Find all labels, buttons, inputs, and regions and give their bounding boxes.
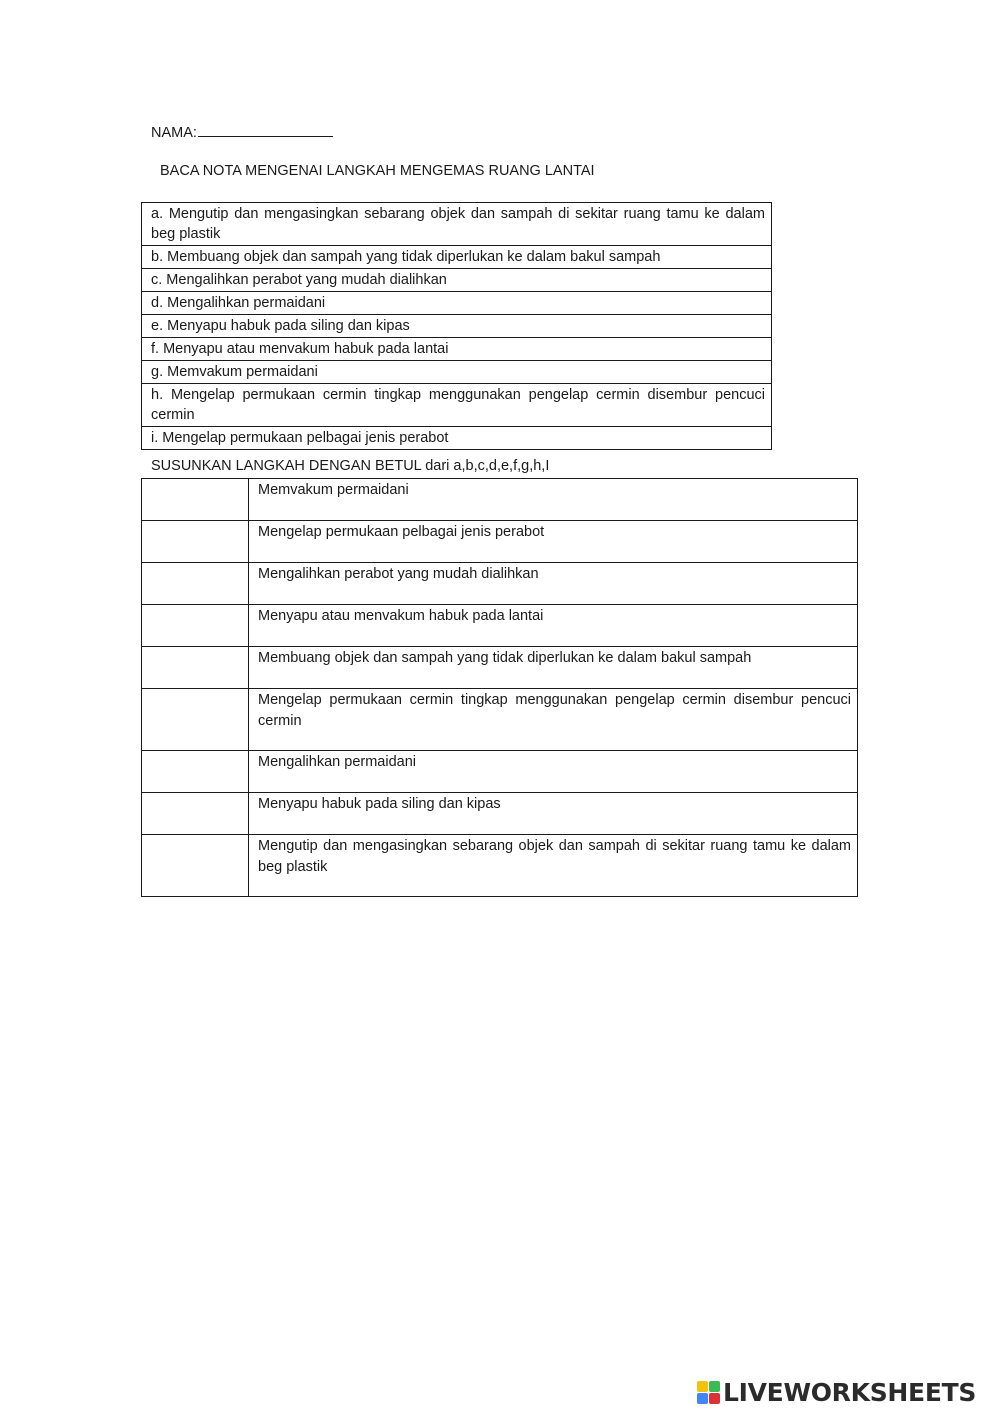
step-text: Mengalihkan permaidani [249,751,858,793]
liveworksheets-logo-icon [697,1381,720,1404]
note-row [142,246,772,269]
answer-input[interactable] [142,565,248,581]
notes-table [141,202,772,450]
step-text: Mengelap permukaan cermin tingkap menggunakan pengelap cermin disembur pencuci cermin [249,689,858,751]
answer-input[interactable] [142,753,248,769]
note-row [142,338,772,361]
instruction-text: SUSUNKAN LANGKAH DENGAN BETUL dari a,b,c,d,e,f,g,h,I [151,458,550,474]
note-text: a. Mengutip dan mengasingkan sebarang objek dan sampah di sekitar ruang tamu ke dalam beg plastik [142,203,772,246]
step-text: Mengelap permukaan pelbagai jenis perabot [249,521,858,563]
answer-input[interactable] [142,795,248,811]
note-text: e. Menyapu habuk pada siling dan kipas [142,315,772,338]
note-text: g. Memvakum permaidani [142,361,772,384]
step-text: Memvakum permaidani [249,479,858,521]
step-text: Menyapu atau menvakum habuk pada lantai [249,605,858,647]
note-row [142,292,772,315]
page-heading: BACA NOTA MENGENAI LANGKAH MENGEMAS RUANG LANTAI [160,163,595,179]
answer-row [142,835,858,897]
answer-cell[interactable] [142,479,249,521]
answer-cell[interactable] [142,647,249,689]
answer-input[interactable] [142,523,248,539]
answer-row [142,793,858,835]
logo-square-red [709,1393,720,1404]
note-row [142,361,772,384]
answer-row [142,647,858,689]
note-row [142,384,772,427]
note-text: b. Membuang objek dan sampah yang tidak diperlukan ke dalam bakul sampah [142,246,772,269]
answer-input[interactable] [142,649,248,665]
answer-cell[interactable] [142,793,249,835]
note-text: d. Mengalihkan permaidani [142,292,772,315]
logo-square-yellow [697,1381,708,1392]
answer-input[interactable] [142,481,248,497]
answer-row [142,751,858,793]
answer-cell[interactable] [142,605,249,647]
note-text: c. Mengalihkan perabot yang mudah dialihkan [142,269,772,292]
note-text: h. Mengelap permukaan cermin tingkap menggunakan pengelap cermin disembur pencuci cermin [142,384,772,427]
answer-cell[interactable] [142,689,249,751]
note-text: f. Menyapu atau menvakum habuk pada lantai [142,338,772,361]
note-row [142,315,772,338]
step-text: Membuang objek dan sampah yang tidak diperlukan ke dalam bakul sampah [249,647,858,689]
logo-text: LIVEWORKSHEETS [723,1378,977,1407]
step-text: Menyapu habuk pada siling dan kipas [249,793,858,835]
answer-row [142,689,858,751]
answer-cell[interactable] [142,521,249,563]
name-blank-line [198,122,333,137]
answer-cell[interactable] [142,751,249,793]
note-row [142,427,772,450]
answer-row [142,605,858,647]
answer-table [141,478,858,897]
name-field-label [151,122,333,141]
note-row [142,269,772,292]
answer-input[interactable] [142,691,248,707]
answer-row [142,521,858,563]
step-text: Mengutip dan mengasingkan sebarang objek dan sampah di sekitar ruang tamu ke dalam beg plastik [249,835,858,897]
answer-cell[interactable] [142,563,249,605]
logo-square-blue [697,1393,708,1404]
name-label: NAMA: [151,125,197,141]
answer-row [142,563,858,605]
note-text: i. Mengelap permukaan pelbagai jenis perabot [142,427,772,450]
step-text: Mengalihkan perabot yang mudah dialihkan [249,563,858,605]
logo-square-green [709,1381,720,1392]
answer-row [142,479,858,521]
note-row [142,203,772,246]
answer-cell[interactable] [142,835,249,897]
liveworksheets-logo [697,1378,976,1407]
answer-input[interactable] [142,607,248,623]
answer-input[interactable] [142,837,248,853]
